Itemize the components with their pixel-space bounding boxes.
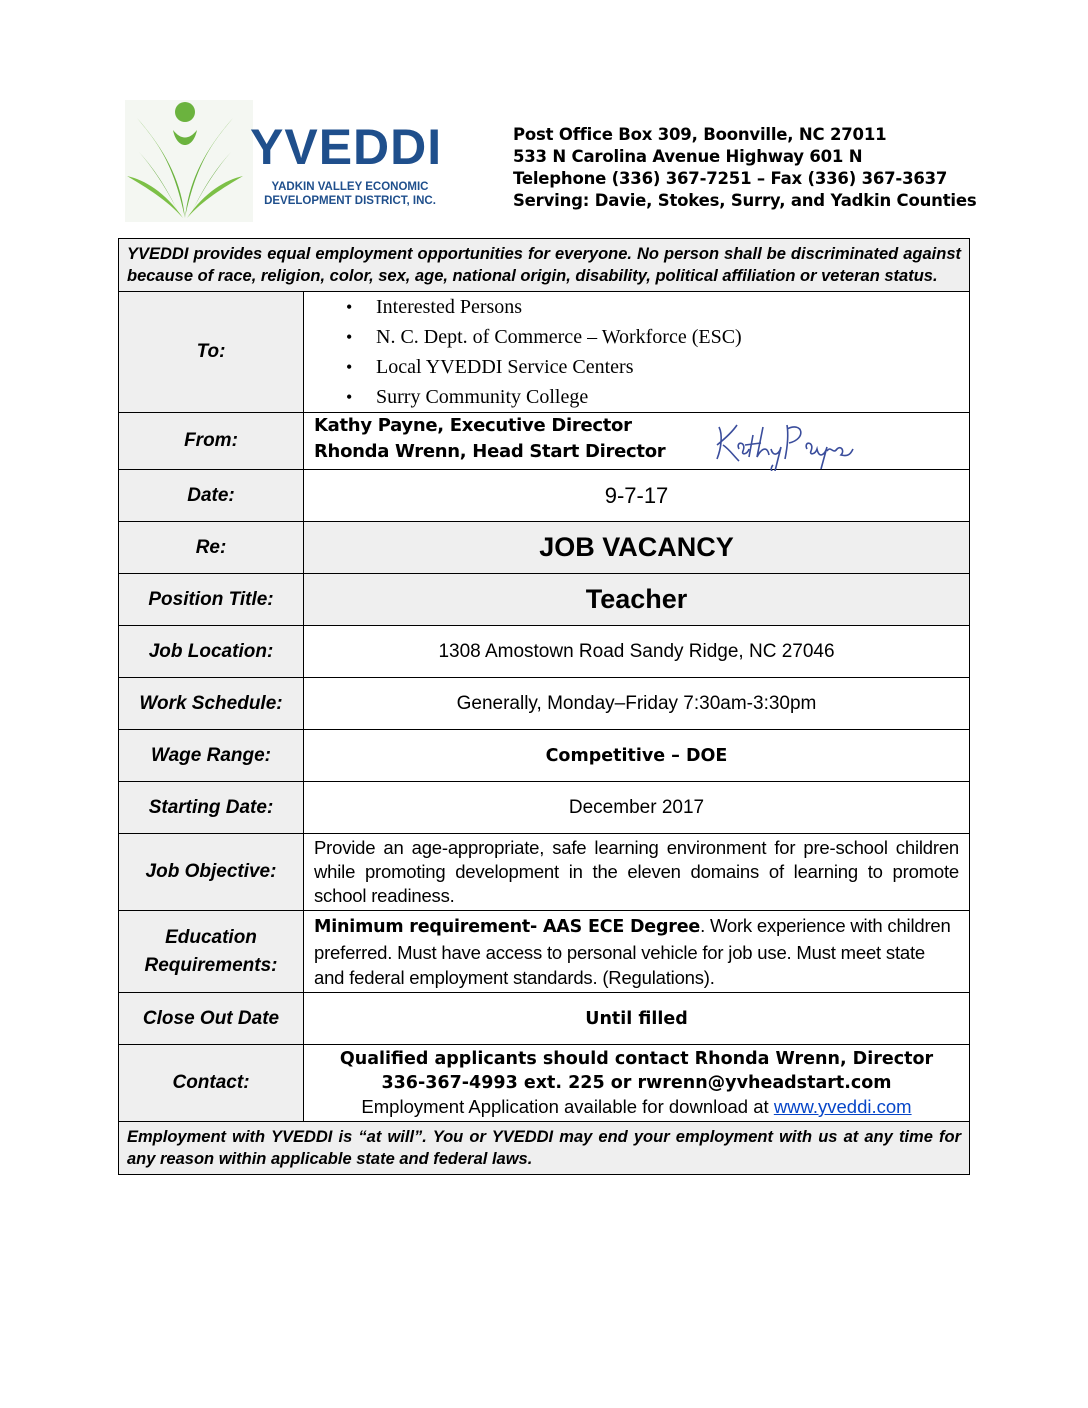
from-value	[304, 413, 970, 470]
job-location-value: 1308 Amostown Road Sandy Ridge, NC 27046	[304, 626, 970, 678]
from-label: From:	[119, 413, 304, 470]
job-location-label: Job Location:	[119, 626, 304, 678]
job-vacancy-table	[118, 238, 970, 1175]
telephone-line: Telephone (336) 367-7251 – Fax (336) 367-3637	[513, 169, 948, 188]
contact-line-2: 336-367-4993 ext. 225 or rwrenn@yvheadstart.com	[381, 1073, 892, 1093]
close-out-date-label: Close Out Date	[119, 993, 304, 1045]
date-value: 9-7-17	[304, 470, 970, 522]
org-address	[513, 124, 976, 212]
education-value	[304, 911, 970, 993]
to-label: To:	[119, 292, 304, 413]
list-item: • Surry Community College	[376, 382, 969, 412]
wage-range-value: Competitive – DOE	[304, 730, 970, 782]
position-title-value: Teacher	[304, 574, 970, 626]
list-item: • Interested Persons	[376, 292, 969, 322]
org-name: YVEDDI	[250, 119, 443, 175]
eeo-notice: YVEDDI provides equal employment opportunities for everyone. No person shall be discriminated against because of race, religion, color, sex, age, national origin, disability, political affiliation or veteran status.	[119, 239, 970, 292]
contact-value	[304, 1045, 970, 1122]
close-out-date-value: Until filled	[304, 993, 970, 1045]
position-title-label: Position Title:	[119, 574, 304, 626]
contact-line-3: Employment Application available for download at www.yveddi.com	[361, 1096, 912, 1117]
starting-date-label: Starting Date:	[119, 782, 304, 834]
re-value: JOB VACANCY	[304, 522, 970, 574]
starting-date-value: December 2017	[304, 782, 970, 834]
from-line-1: Kathy Payne, Executive Director	[314, 415, 632, 436]
contact-line-1: Qualified applicants should contact Rhonda Wrenn, Director	[339, 1049, 934, 1069]
serving-line: Serving: Davie, Stokes, Surry, and Yadkin Counties	[513, 191, 977, 210]
work-schedule-label: Work Schedule:	[119, 678, 304, 730]
education-label: Education Requirements:	[119, 911, 304, 993]
to-value	[304, 292, 970, 413]
education-minimum: Minimum requirement- AAS ECE Degree	[314, 917, 701, 937]
job-objective-label: Job Objective:	[119, 834, 304, 911]
address-line: 533 N Carolina Avenue Highway 601 N	[513, 147, 863, 166]
address-line: Post Office Box 309, Boonville, NC 27011	[513, 125, 887, 144]
from-line-2: Rhonda Wrenn, Head Start Director	[314, 441, 666, 462]
date-label: Date:	[119, 470, 304, 522]
work-schedule-value: Generally, Monday–Friday 7:30am-3:30pm	[304, 678, 970, 730]
at-will-notice: Employment with YVEDDI is “at will”. You or YVEDDI may end your employment with us at any time for any reason within applicable state and federal laws.	[119, 1122, 970, 1175]
job-objective-value: Provide an age-appropriate, safe learning environment for pre-school children while promoting development in the eleven domains of learning to promote school readiness.	[304, 834, 970, 911]
wage-range-label: Wage Range:	[119, 730, 304, 782]
re-label: Re:	[119, 522, 304, 574]
signature-image	[709, 415, 854, 471]
education-details: . Work experience with children preferred. Must have access to personal vehicle for job use. Must meet state and federal employment standards. (Regulations).	[314, 915, 951, 988]
list-item: • Local YVEDDI Service Centers	[376, 352, 969, 382]
recipient-list	[304, 292, 969, 412]
contact-label: Contact:	[119, 1045, 304, 1122]
yveddi-website-link[interactable]: www.yveddi.com	[773, 1096, 912, 1117]
org-subtitle: YADKIN VALLEY ECONOMIC DEVELOPMENT DISTRICT, INC.	[264, 181, 436, 207]
list-item: • N. C. Dept. of Commerce – Workforce (ESC)	[376, 322, 969, 352]
